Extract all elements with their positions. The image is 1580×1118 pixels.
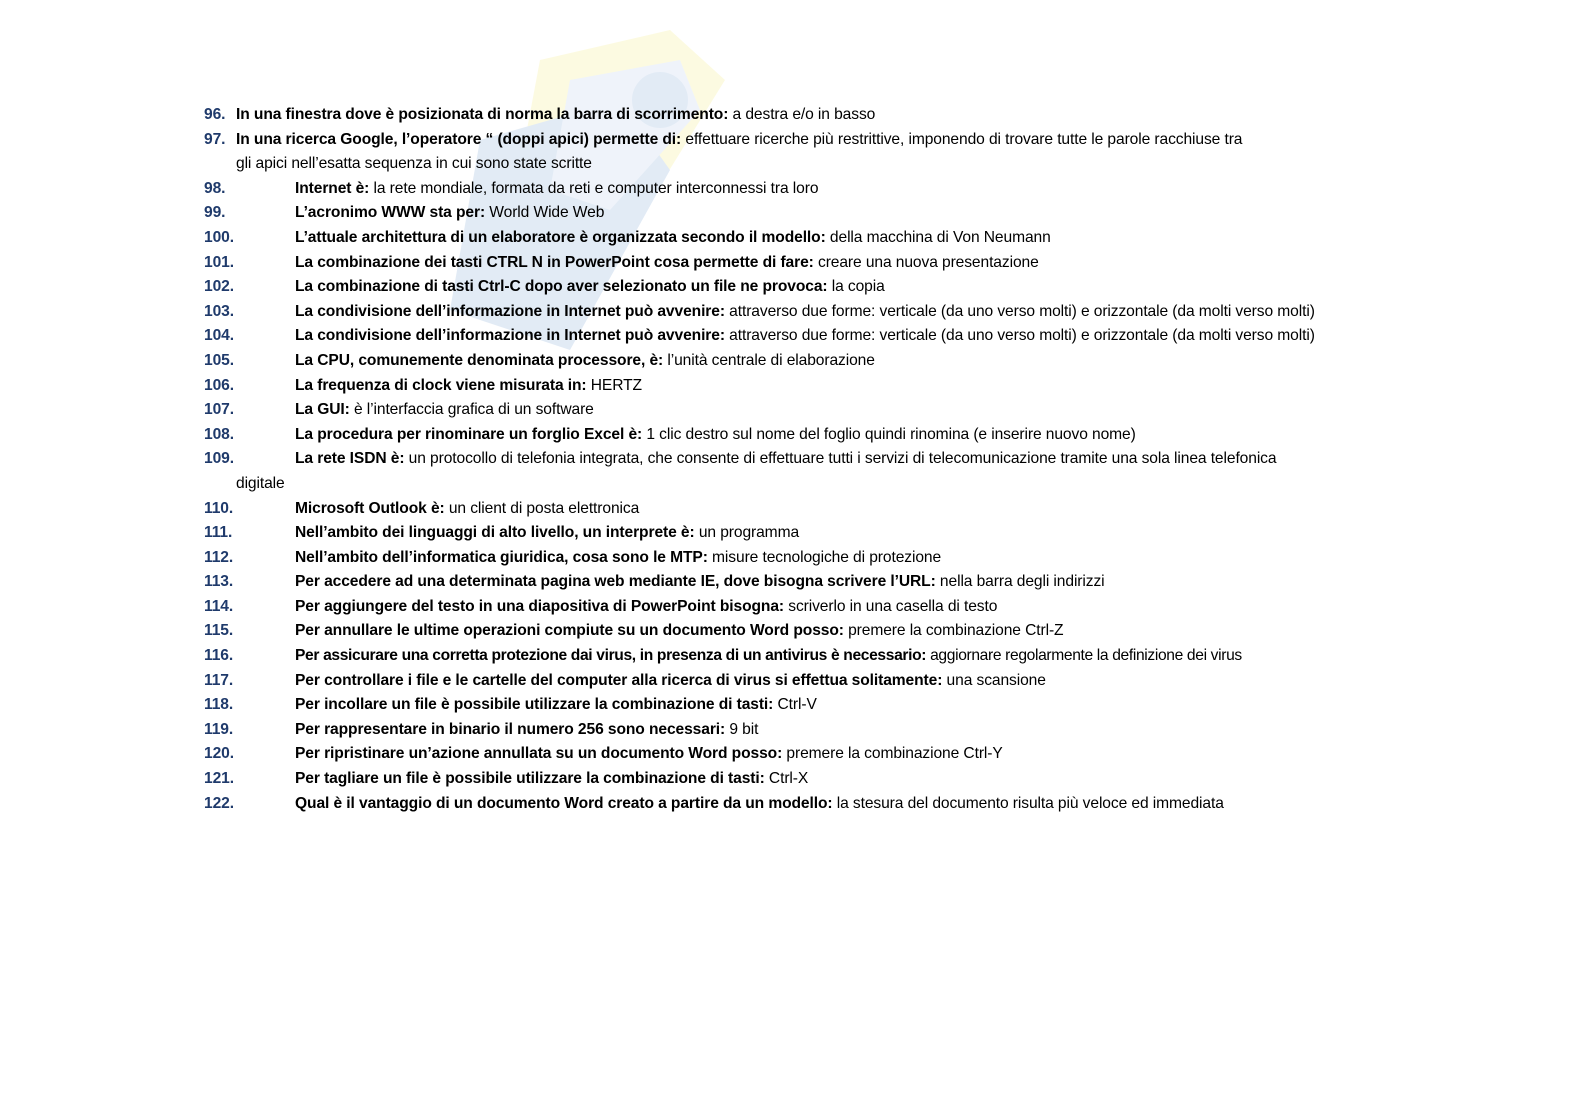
list-item bbox=[204, 497, 1384, 522]
item-number: 98. bbox=[204, 179, 226, 197]
question-text: La frequenza di clock viene misurata in: bbox=[295, 376, 587, 394]
answer-text: attraverso due forme: verticale (da uno verso molti) e orizzontale (da molti verso molti) bbox=[724, 302, 1315, 320]
list-item bbox=[204, 324, 1384, 349]
list-item bbox=[204, 103, 1384, 128]
answer-text: un protocollo di telefonia integrata, che consente di effettuare tutti i servizi di telecomunicazione tramite una sola linea telefonica digitale bbox=[236, 450, 1277, 492]
question-text: La condivisione dell’informazione in Internet può avvenire: bbox=[295, 327, 725, 345]
list-item bbox=[204, 275, 1384, 300]
list-item bbox=[204, 521, 1384, 546]
answer-text: è l’interfaccia grafica di un software bbox=[349, 401, 594, 419]
question-text: Per controllare i file e le cartelle del computer alla ricerca di virus si effettua solitamente: bbox=[295, 671, 943, 689]
list-item bbox=[204, 669, 1384, 694]
answer-text: scriverlo in una casella di testo bbox=[784, 597, 998, 615]
question-text: Per accedere ad una determinata pagina web mediante IE, dove bisogna scrivere l’URL: bbox=[295, 573, 936, 591]
item-number: 115. bbox=[204, 622, 234, 640]
item-number: 101. bbox=[204, 253, 234, 271]
question-text: L’attuale architettura di un elaboratore è organizzata secondo il modello: bbox=[295, 228, 826, 246]
list-item bbox=[204, 398, 1384, 423]
question-text: La combinazione di tasti Ctrl-C dopo aver selezionato un file ne provoca: bbox=[295, 278, 828, 296]
item-number: 106. bbox=[204, 376, 234, 394]
answer-text: un programma bbox=[694, 524, 800, 542]
list-item bbox=[204, 374, 1384, 399]
item-number: 107. bbox=[204, 401, 234, 419]
question-text: Nell’ambito dell’informatica giuridica, cosa sono le MTP: bbox=[295, 548, 708, 566]
item-number: 102. bbox=[204, 278, 234, 296]
question-text: Microsoft Outlook è: bbox=[295, 499, 445, 517]
answer-text: della macchina di Von Neumann bbox=[825, 228, 1051, 246]
list-item bbox=[204, 251, 1384, 276]
answer-text: una scansione bbox=[942, 671, 1046, 689]
item-number: 110. bbox=[204, 499, 234, 517]
list-item bbox=[204, 349, 1384, 374]
question-text: La GUI: bbox=[295, 401, 350, 419]
question-text: L’acronimo WWW sta per: bbox=[295, 204, 486, 222]
question-text: Per aggiungere del testo in una diapositiva di PowerPoint bisogna: bbox=[295, 597, 785, 615]
question-text: Per tagliare un file è possibile utilizzare la combinazione di tasti: bbox=[295, 770, 765, 788]
question-text: La combinazione dei tasti CTRL N in PowerPoint cosa permette di fare: bbox=[295, 253, 814, 271]
question-text: Per incollare un file è possibile utilizzare la combinazione di tasti: bbox=[295, 696, 774, 714]
list-item bbox=[204, 447, 1384, 496]
answer-text: misure tecnologiche di protezione bbox=[707, 548, 942, 566]
list-item bbox=[204, 300, 1384, 325]
item-number: 105. bbox=[204, 351, 234, 369]
answer-text: 1 clic destro sul nome del foglio quindi rinomina (e inserire nuovo nome) bbox=[642, 425, 1136, 443]
answer-text: l’unità centrale di elaborazione bbox=[663, 351, 875, 369]
item-number: 96. bbox=[204, 106, 226, 123]
list-item bbox=[204, 742, 1384, 767]
answer-text: effettuare ricerche più restrittive, imponendo di trovare tutte le parole racchiuse tra gli apici nell’esatta sequenza in cui sono state scritte bbox=[236, 130, 1243, 173]
item-number: 100. bbox=[204, 228, 234, 246]
answer-text: premere la combinazione Ctrl-Y bbox=[782, 745, 1003, 763]
question-answer-list bbox=[204, 103, 1384, 816]
answer-text: a destra e/o in basso bbox=[728, 106, 876, 123]
question-text: Per ripristinare un’azione annullata su un documento Word posso: bbox=[295, 745, 783, 763]
answer-text: aggiornare regolarmente la definizione dei virus bbox=[926, 647, 1242, 665]
list-item bbox=[204, 595, 1384, 620]
question-text: Per assicurare una corretta protezione dai virus, in presenza di un antivirus è necessario: bbox=[295, 647, 927, 665]
answer-text: nella barra degli indirizzi bbox=[935, 573, 1105, 591]
question-text: La condivisione dell’informazione in Internet può avvenire: bbox=[295, 302, 725, 320]
answer-text: HERTZ bbox=[586, 376, 642, 394]
item-number: 111. bbox=[204, 524, 233, 542]
item-number: 108. bbox=[204, 425, 234, 443]
item-number: 120. bbox=[204, 745, 234, 763]
question-text: La procedura per rinominare un forglio Excel è: bbox=[295, 425, 643, 443]
item-number: 117. bbox=[204, 671, 234, 689]
list-item bbox=[204, 767, 1384, 792]
item-number: 114. bbox=[204, 597, 234, 615]
answer-text: un client di posta elettronica bbox=[444, 499, 640, 517]
question-text: In una ricerca Google, l’operatore “ (doppi apici) permette di: bbox=[236, 130, 682, 148]
list-item bbox=[204, 718, 1384, 743]
answer-text: creare una nuova presentazione bbox=[813, 253, 1039, 271]
item-number: 119. bbox=[204, 720, 234, 738]
answer-text: la stesura del documento risulta più veloce ed immediata bbox=[832, 794, 1224, 812]
list-item bbox=[204, 546, 1384, 571]
question-text: Per rappresentare in binario il numero 256 sono necessari: bbox=[295, 720, 726, 738]
list-item bbox=[204, 570, 1384, 595]
answer-text: la copia bbox=[827, 278, 885, 296]
question-text: Nell’ambito dei linguaggi di alto livello, un interprete è: bbox=[295, 524, 695, 542]
question-text: In una finestra dove è posizionata di norma la barra di scorrimento: bbox=[236, 106, 729, 123]
item-number: 116. bbox=[204, 647, 234, 665]
list-item bbox=[204, 693, 1384, 718]
item-number: 113. bbox=[204, 573, 234, 591]
list-item bbox=[204, 644, 1384, 669]
item-number: 99. bbox=[204, 204, 226, 222]
question-text: Internet è: bbox=[295, 179, 370, 197]
list-item bbox=[204, 792, 1384, 817]
answer-text: la rete mondiale, formata da reti e computer interconnessi tra loro bbox=[369, 179, 819, 197]
item-number: 122. bbox=[204, 794, 234, 812]
item-number: 103. bbox=[204, 302, 234, 320]
question-text: Qual è il vantaggio di un documento Word creato a partire da un modello: bbox=[295, 794, 833, 812]
answer-text: 9 bit bbox=[725, 720, 759, 738]
list-item bbox=[204, 177, 1384, 202]
question-text: Per annullare le ultime operazioni compiute su un documento Word posso: bbox=[295, 622, 844, 640]
item-number: 112. bbox=[204, 548, 234, 566]
answer-text: Ctrl-X bbox=[764, 770, 809, 788]
item-number: 109. bbox=[204, 450, 234, 468]
list-item bbox=[204, 423, 1384, 448]
list-item bbox=[204, 226, 1384, 251]
answer-text: attraverso due forme: verticale (da uno verso molti) e orizzontale (da molti verso molti) bbox=[724, 327, 1315, 345]
question-text: La CPU, comunemente denominata processore, è: bbox=[295, 351, 664, 369]
list-item bbox=[204, 201, 1384, 226]
list-item bbox=[204, 128, 1384, 177]
answer-text: Ctrl-V bbox=[773, 696, 817, 714]
item-number: 104. bbox=[204, 327, 234, 345]
item-number: 97. bbox=[204, 130, 226, 148]
question-text: La rete ISDN è: bbox=[295, 450, 405, 468]
item-number: 118. bbox=[204, 696, 234, 714]
answer-text: World Wide Web bbox=[485, 204, 605, 222]
answer-text: premere la combinazione Ctrl-Z bbox=[843, 622, 1064, 640]
list-item bbox=[204, 619, 1384, 644]
item-number: 121. bbox=[204, 770, 234, 788]
